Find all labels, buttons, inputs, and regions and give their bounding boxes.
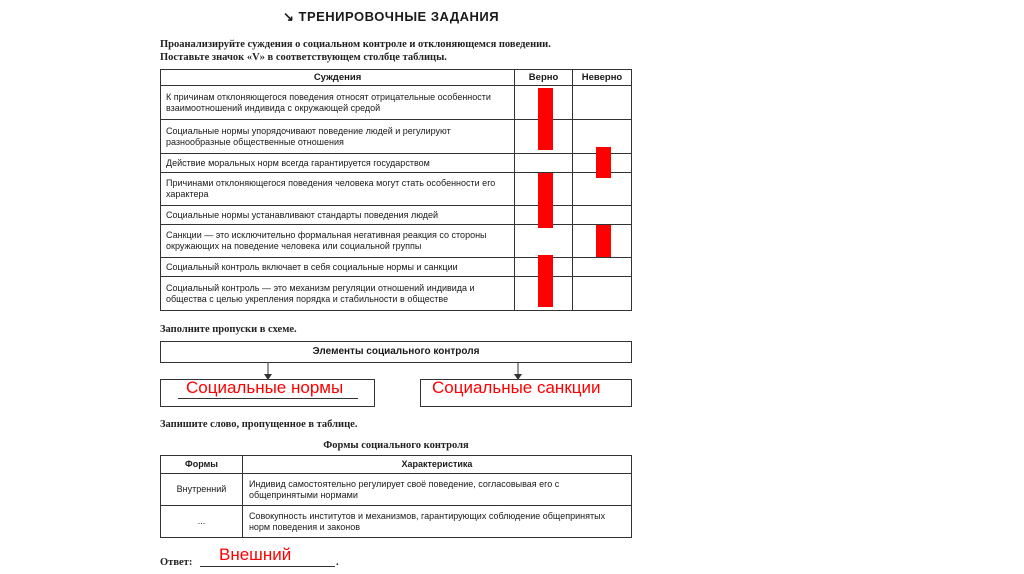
answer-mark-true — [538, 255, 553, 307]
header-characteristic: Характеристика — [242, 456, 631, 474]
answer-social-sanctions: Социальные санкции — [432, 378, 601, 397]
answer-mark-false — [596, 225, 611, 257]
statement-text: Социальный контроль — это механизм регуляции отношений индивида и общества с целью укрепления порядка и стабильности в обществе — [161, 277, 515, 311]
task3-instruction: Запишите слово, пропущенное в таблице. — [160, 419, 358, 430]
statement-text: Санкции — это исключительно формальная негативная реакция со стороны окружающих на поведение человека или социальной группы — [161, 225, 515, 258]
answer-underline[interactable] — [200, 566, 335, 567]
statement-text: Социальные нормы устанавливают стандарты поведения людей — [161, 206, 515, 225]
header-forms: Формы — [161, 456, 243, 474]
false-cell[interactable] — [573, 277, 632, 311]
scheme-left-underline — [178, 398, 358, 399]
header-false: Неверно — [573, 70, 632, 86]
true-cell[interactable] — [515, 225, 573, 258]
page-title: ↘ ТРЕНИРОВОЧНЫЕ ЗАДАНИЯ — [283, 9, 500, 24]
judgements-table — [160, 69, 632, 311]
false-cell[interactable] — [573, 86, 632, 120]
header-true: Верно — [515, 70, 573, 86]
statement-text: Социальные нормы упорядочивают поведение людей и регулируют разнообразные общественные отношения — [161, 120, 515, 154]
task2-instruction: Заполните пропуски в схеме. — [160, 324, 297, 335]
form-cell-blank[interactable]: ... — [161, 506, 243, 538]
statement-text: Причинами отклоняющегося поведения человека могут стать особенности его характера — [161, 173, 515, 206]
answer-mark-false — [596, 147, 611, 178]
statement-text: Социальный контроль включает в себя социальные нормы и санкции — [161, 258, 515, 277]
scheme-title: Элементы социального контроля — [312, 346, 480, 357]
task1-instruction-line2: Поставьте значок «V» в соответствующем столбце таблицы. — [160, 52, 447, 63]
form-cell: Внутренний — [161, 474, 243, 506]
answer-social-norms: Социальные нормы — [186, 378, 344, 397]
forms-table-title: Формы социального контроля — [323, 440, 469, 451]
true-cell[interactable] — [515, 154, 573, 173]
statement-text: Действие моральных норм всегда гарантируется государством — [161, 154, 515, 173]
header-statements: Суждения — [161, 70, 515, 86]
description-cell: Индивид самостоятельно регулирует своё поведение, согласовывая его с общепринятыми нормами — [242, 474, 631, 506]
answer-period: . — [336, 557, 339, 568]
statement-text: К причинам отклоняющегося поведения относят отрицательные особенности взаимоотношений индивида с окружающей средой — [161, 86, 515, 120]
task1-instruction — [160, 38, 551, 64]
false-cell[interactable] — [573, 206, 632, 225]
answer-mark-true — [538, 88, 553, 150]
task1-instruction-line1: Проанализируйте суждения о социальном контроле и отклоняющемся поведении. — [160, 39, 551, 50]
forms-table — [160, 455, 632, 538]
answer-mark-true — [538, 173, 553, 228]
description-cell: Совокупность институтов и механизмов, гарантирующих соблюдение общепринятых норм поведения и законов — [242, 506, 631, 538]
scheme-title-box — [160, 341, 632, 363]
answer-label: Ответ: — [160, 557, 193, 568]
answer-external: Внешний — [219, 545, 292, 564]
false-cell[interactable] — [573, 258, 632, 277]
